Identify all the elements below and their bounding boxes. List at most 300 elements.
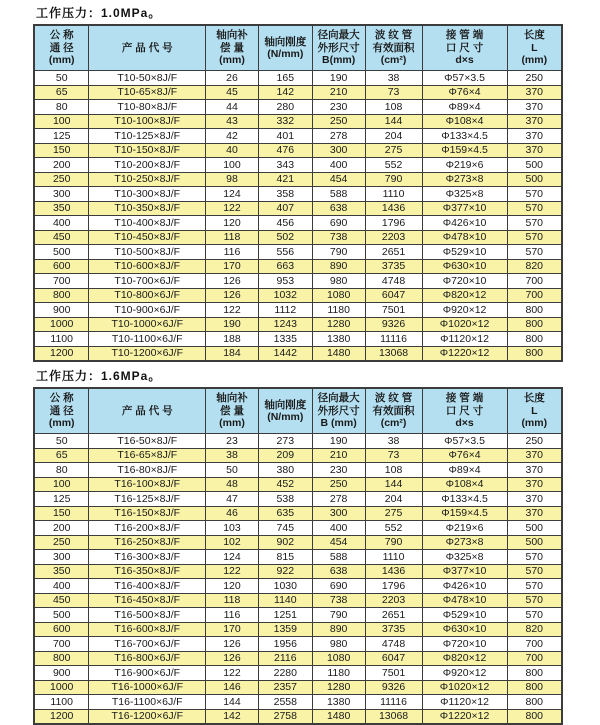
value-cell: 454 [312, 172, 365, 187]
header-row [34, 388, 562, 434]
value-cell: 122 [206, 564, 259, 579]
value-cell: 50 [34, 434, 89, 449]
value-cell: 4748 [365, 637, 422, 652]
value-cell: 690 [312, 579, 365, 594]
column-header-cell [365, 25, 422, 71]
value-cell: 1251 [258, 608, 312, 623]
value-cell: Φ478×10 [422, 230, 507, 245]
value-cell: 570 [507, 564, 562, 579]
column-header-line: B(mm) [322, 54, 356, 67]
value-cell: 690 [312, 216, 365, 231]
value-cell: 188 [206, 332, 259, 347]
product-code-cell: T10-150×8J/F [89, 143, 206, 158]
table-row [34, 550, 562, 565]
table-row [34, 288, 562, 303]
value-cell: 400 [34, 579, 89, 594]
value-cell: Φ273×8 [422, 535, 507, 550]
column-header-line: 长度 [523, 29, 545, 42]
value-cell: 358 [258, 187, 312, 202]
value-cell: Φ89×4 [422, 463, 507, 478]
table-row [34, 680, 562, 695]
column-header-line: 轴向补 [216, 392, 248, 405]
value-cell: 13068 [365, 709, 422, 724]
value-cell: 1200 [34, 709, 89, 724]
value-cell: 7501 [365, 666, 422, 681]
value-cell: 300 [34, 187, 89, 202]
value-cell: 1359 [258, 622, 312, 637]
value-cell: 116 [206, 245, 259, 260]
value-cell: 23 [206, 434, 259, 449]
table-row [34, 593, 562, 608]
value-cell: Φ720×10 [422, 637, 507, 652]
spec-table-body [34, 434, 562, 725]
value-cell: 1956 [258, 637, 312, 652]
value-cell: 1080 [312, 288, 365, 303]
table-row [34, 535, 562, 550]
value-cell: 370 [507, 100, 562, 115]
product-code-cell: T10-250×8J/F [89, 172, 206, 187]
table-row [34, 666, 562, 681]
value-cell: 476 [258, 143, 312, 158]
table-row [34, 187, 562, 202]
value-cell: Φ159×4.5 [422, 506, 507, 521]
table-row [34, 71, 562, 86]
product-code-cell: T16-150×8J/F [89, 506, 206, 521]
value-cell: 1180 [312, 303, 365, 318]
value-cell: 502 [258, 230, 312, 245]
value-cell: 210 [312, 448, 365, 463]
value-cell: 250 [312, 477, 365, 492]
value-cell: 900 [34, 303, 89, 318]
value-cell: Φ820×12 [422, 288, 507, 303]
value-cell: Φ76×4 [422, 85, 507, 100]
column-header-line: 产 品 代 号 [121, 41, 173, 54]
column-header-line: 偿 量 [220, 41, 244, 54]
column-header-line: (mm) [521, 417, 548, 430]
product-code-cell: T10-700×6J/F [89, 274, 206, 289]
spec-table-header [34, 25, 562, 71]
column-header-line: 通 径 [49, 41, 74, 54]
value-cell: 745 [258, 521, 312, 536]
value-cell: 638 [312, 201, 365, 216]
value-cell: 126 [206, 288, 259, 303]
column-header-cell [89, 388, 206, 434]
value-cell: 1380 [312, 695, 365, 710]
value-cell: 454 [312, 535, 365, 550]
value-cell: 700 [34, 274, 89, 289]
column-header-line: 接 管 端 [445, 392, 484, 405]
value-cell: 570 [507, 550, 562, 565]
value-cell: 570 [507, 187, 562, 202]
column-header-line: 轴向补 [216, 29, 248, 42]
value-cell: 7501 [365, 303, 422, 318]
value-cell: 100 [206, 158, 259, 173]
value-cell: 350 [34, 564, 89, 579]
value-cell: 1100 [34, 695, 89, 710]
value-cell: 1280 [312, 680, 365, 695]
value-cell: 332 [258, 114, 312, 129]
value-cell: 38 [206, 448, 259, 463]
table-row [34, 709, 562, 724]
value-cell: 80 [34, 100, 89, 115]
value-cell: 570 [507, 608, 562, 623]
value-cell: 108 [365, 463, 422, 478]
value-cell: 6047 [365, 288, 422, 303]
product-code-cell: T16-125×8J/F [89, 492, 206, 507]
table-row [34, 201, 562, 216]
value-cell: 2651 [365, 608, 422, 623]
value-cell: 38 [365, 71, 422, 86]
value-cell: Φ133×4.5 [422, 129, 507, 144]
table-row [34, 332, 562, 347]
product-code-cell: T16-800×6J/F [89, 651, 206, 666]
value-cell: Φ57×3.5 [422, 71, 507, 86]
value-cell: 11116 [365, 695, 422, 710]
value-cell: 800 [507, 709, 562, 724]
pressure-section-1.0mpa [0, 5, 600, 362]
value-cell: Φ920×12 [422, 303, 507, 318]
value-cell: 122 [206, 666, 259, 681]
value-cell: 142 [258, 85, 312, 100]
value-cell: 370 [507, 448, 562, 463]
value-cell: 142 [206, 709, 259, 724]
value-cell: 144 [365, 477, 422, 492]
column-header-line: (mm) [48, 417, 75, 430]
value-cell: 124 [206, 550, 259, 565]
value-cell: 570 [507, 230, 562, 245]
value-cell: 11116 [365, 332, 422, 347]
value-cell: 209 [258, 448, 312, 463]
value-cell: 1110 [365, 187, 422, 202]
table-row [34, 274, 562, 289]
value-cell: 100 [34, 477, 89, 492]
value-cell: 370 [507, 143, 562, 158]
product-code-cell: T10-50×8J/F [89, 71, 206, 86]
value-cell: 890 [312, 622, 365, 637]
value-cell: 170 [206, 622, 259, 637]
value-cell: 400 [34, 216, 89, 231]
value-cell: Φ57×3.5 [422, 434, 507, 449]
column-header-line: 波 纹 管 [374, 29, 413, 42]
value-cell: 190 [312, 434, 365, 449]
value-cell: 370 [507, 492, 562, 507]
value-cell: Φ1220×12 [422, 346, 507, 361]
product-code-cell: T10-400×8J/F [89, 216, 206, 231]
value-cell: Φ1020×12 [422, 680, 507, 695]
value-cell: 500 [34, 245, 89, 260]
value-cell: 452 [258, 477, 312, 492]
value-cell: Φ426×10 [422, 579, 507, 594]
value-cell: 6047 [365, 651, 422, 666]
table-row [34, 448, 562, 463]
value-cell: 73 [365, 448, 422, 463]
product-code-cell: T16-50×8J/F [89, 434, 206, 449]
value-cell: 108 [365, 100, 422, 115]
column-header-cell [422, 25, 507, 71]
value-cell: 1796 [365, 579, 422, 594]
value-cell: Φ1220×12 [422, 709, 507, 724]
value-cell: 146 [206, 680, 259, 695]
column-header-line: 轴向刚度 [264, 35, 307, 48]
product-code-cell: T10-80×8J/F [89, 100, 206, 115]
product-code-cell: T16-200×8J/F [89, 521, 206, 536]
value-cell: Φ133×4.5 [422, 492, 507, 507]
value-cell: 200 [34, 521, 89, 536]
value-cell: 800 [34, 651, 89, 666]
value-cell: 552 [365, 158, 422, 173]
value-cell: Φ1120×12 [422, 332, 507, 347]
table-row [34, 158, 562, 173]
value-cell: Φ426×10 [422, 216, 507, 231]
value-cell: Φ377×10 [422, 564, 507, 579]
column-header-line: (cm²) [380, 417, 407, 430]
table-row [34, 172, 562, 187]
column-header-cell [507, 388, 562, 434]
value-cell: 38 [365, 434, 422, 449]
value-cell: 204 [365, 492, 422, 507]
column-header-line: 径向最大 [317, 392, 360, 405]
value-cell: 350 [34, 201, 89, 216]
value-cell: 343 [258, 158, 312, 173]
value-cell: 102 [206, 535, 259, 550]
column-header-line: (cm²) [380, 54, 407, 67]
value-cell: 9326 [365, 317, 422, 332]
value-cell: 700 [507, 651, 562, 666]
column-header-cell [89, 25, 206, 71]
value-cell: 250 [507, 434, 562, 449]
value-cell: Φ219×6 [422, 158, 507, 173]
column-header-line: 公 称 [49, 392, 74, 405]
table-row [34, 608, 562, 623]
value-cell: 1480 [312, 709, 365, 724]
value-cell: 370 [507, 114, 562, 129]
value-cell: 738 [312, 230, 365, 245]
value-cell: 165 [258, 71, 312, 86]
value-cell: 800 [507, 346, 562, 361]
value-cell: 902 [258, 535, 312, 550]
value-cell: 588 [312, 187, 365, 202]
product-code-cell: T16-450×8J/F [89, 593, 206, 608]
product-code-cell: T10-450×8J/F [89, 230, 206, 245]
value-cell: 230 [312, 463, 365, 478]
value-cell: Φ529×10 [422, 245, 507, 260]
value-cell: Φ820×12 [422, 651, 507, 666]
value-cell: 1442 [258, 346, 312, 361]
value-cell: 421 [258, 172, 312, 187]
product-code-cell: T10-500×8J/F [89, 245, 206, 260]
table-row [34, 564, 562, 579]
value-cell: 370 [507, 477, 562, 492]
value-cell: Φ108×4 [422, 114, 507, 129]
table-row [34, 317, 562, 332]
value-cell: 890 [312, 259, 365, 274]
value-cell: 65 [34, 85, 89, 100]
table-row [34, 492, 562, 507]
column-header-cell [34, 25, 89, 71]
value-cell: 2651 [365, 245, 422, 260]
column-header-line: 接 管 端 [445, 29, 484, 42]
value-cell: 800 [507, 666, 562, 681]
column-header-line: 外形尺寸 [317, 41, 360, 54]
value-cell: 400 [312, 521, 365, 536]
value-cell: 407 [258, 201, 312, 216]
table-row [34, 521, 562, 536]
value-cell: 800 [34, 288, 89, 303]
value-cell: 820 [507, 622, 562, 637]
value-cell: 1112 [258, 303, 312, 318]
value-cell: 2203 [365, 593, 422, 608]
value-cell: 552 [365, 521, 422, 536]
column-header-line: 口 尺 寸 [445, 41, 484, 54]
product-code-cell: T16-100×8J/F [89, 477, 206, 492]
column-header-line: 轴向刚度 [264, 398, 307, 411]
table-row [34, 129, 562, 144]
value-cell: 815 [258, 550, 312, 565]
product-code-cell: T10-1000×6J/F [89, 317, 206, 332]
value-cell: 600 [34, 622, 89, 637]
value-cell: Φ478×10 [422, 593, 507, 608]
value-cell: Φ219×6 [422, 521, 507, 536]
value-cell: 790 [365, 172, 422, 187]
value-cell: 40 [206, 143, 259, 158]
value-cell: 300 [312, 506, 365, 521]
value-cell: 230 [312, 100, 365, 115]
value-cell: 1280 [312, 317, 365, 332]
value-cell: 450 [34, 593, 89, 608]
spec-table-1.6mpa [33, 387, 563, 725]
product-code-cell: T10-100×8J/F [89, 114, 206, 129]
column-header-cell [365, 388, 422, 434]
column-header-cell [312, 388, 365, 434]
value-cell: 200 [34, 158, 89, 173]
column-header-line: (N/mm) [267, 411, 304, 423]
value-cell: 250 [312, 114, 365, 129]
table-row [34, 463, 562, 478]
value-cell: 820 [507, 259, 562, 274]
value-cell: 184 [206, 346, 259, 361]
column-header-line: (mm) [521, 54, 548, 67]
value-cell: 3735 [365, 259, 422, 274]
value-cell: 556 [258, 245, 312, 260]
table-row [34, 579, 562, 594]
value-cell: 2203 [365, 230, 422, 245]
value-cell: 500 [507, 521, 562, 536]
value-cell: 122 [206, 201, 259, 216]
value-cell: 275 [365, 143, 422, 158]
value-cell: Φ1120×12 [422, 695, 507, 710]
value-cell: 116 [206, 608, 259, 623]
table-row [34, 259, 562, 274]
product-code-cell: T10-65×8J/F [89, 85, 206, 100]
value-cell: 122 [206, 303, 259, 318]
value-cell: 278 [312, 129, 365, 144]
value-cell: 1436 [365, 564, 422, 579]
product-code-cell: T10-600×8J/F [89, 259, 206, 274]
column-header-cell [507, 25, 562, 71]
table-row [34, 506, 562, 521]
value-cell: Φ325×8 [422, 550, 507, 565]
column-header-line: d×s [455, 54, 474, 67]
column-header-cell [258, 25, 312, 71]
value-cell: 2758 [258, 709, 312, 724]
column-header-line: 波 纹 管 [374, 392, 413, 405]
value-cell: 370 [507, 129, 562, 144]
value-cell: 1100 [34, 332, 89, 347]
value-cell: 125 [34, 492, 89, 507]
value-cell: 43 [206, 114, 259, 129]
spec-table-1.0mpa [33, 24, 563, 362]
value-cell: 204 [365, 129, 422, 144]
value-cell: Φ159×4.5 [422, 143, 507, 158]
table-row [34, 143, 562, 158]
header-row [34, 25, 562, 71]
value-cell: 48 [206, 477, 259, 492]
product-code-cell: T10-300×8J/F [89, 187, 206, 202]
product-code-cell: T10-200×8J/F [89, 158, 206, 173]
column-header-line: L [531, 41, 538, 54]
value-cell: Φ76×4 [422, 448, 507, 463]
value-cell: 500 [507, 535, 562, 550]
value-cell: 1000 [34, 317, 89, 332]
value-cell: 3735 [365, 622, 422, 637]
value-cell: 120 [206, 216, 259, 231]
value-cell: 790 [312, 608, 365, 623]
value-cell: Φ1020×12 [422, 317, 507, 332]
column-header-line: 偿 量 [220, 404, 244, 417]
value-cell: Φ630×10 [422, 259, 507, 274]
value-cell: 120 [206, 579, 259, 594]
value-cell: 635 [258, 506, 312, 521]
value-cell: 500 [34, 608, 89, 623]
column-header-line: 口 尺 寸 [445, 404, 484, 417]
value-cell: 98 [206, 172, 259, 187]
product-code-cell: T16-250×8J/F [89, 535, 206, 550]
value-cell: 370 [507, 85, 562, 100]
value-cell: 700 [507, 637, 562, 652]
column-header-line: 长度 [523, 392, 545, 405]
product-code-cell: T10-350×8J/F [89, 201, 206, 216]
value-cell: 700 [507, 288, 562, 303]
value-cell: 1243 [258, 317, 312, 332]
column-header-line: 径向最大 [317, 29, 360, 42]
value-cell: 50 [206, 463, 259, 478]
product-code-cell: T16-400×8J/F [89, 579, 206, 594]
value-cell: 500 [507, 172, 562, 187]
value-cell: Φ377×10 [422, 201, 507, 216]
table-row [34, 346, 562, 361]
value-cell: 144 [365, 114, 422, 129]
column-header-cell [258, 388, 312, 434]
column-header-line: 产 品 代 号 [121, 404, 173, 417]
product-code-cell: T16-700×6J/F [89, 637, 206, 652]
product-code-cell: T16-80×8J/F [89, 463, 206, 478]
value-cell: 144 [206, 695, 259, 710]
value-cell: 126 [206, 637, 259, 652]
value-cell: 370 [507, 506, 562, 521]
value-cell: 46 [206, 506, 259, 521]
product-code-cell: T10-800×6J/F [89, 288, 206, 303]
value-cell: 44 [206, 100, 259, 115]
table-row [34, 230, 562, 245]
value-cell: 900 [34, 666, 89, 681]
value-cell: 1436 [365, 201, 422, 216]
value-cell: 980 [312, 274, 365, 289]
table-row [34, 434, 562, 449]
value-cell: 588 [312, 550, 365, 565]
product-code-cell: T16-1100×6J/F [89, 695, 206, 710]
value-cell: 273 [258, 434, 312, 449]
value-cell: Φ108×4 [422, 477, 507, 492]
